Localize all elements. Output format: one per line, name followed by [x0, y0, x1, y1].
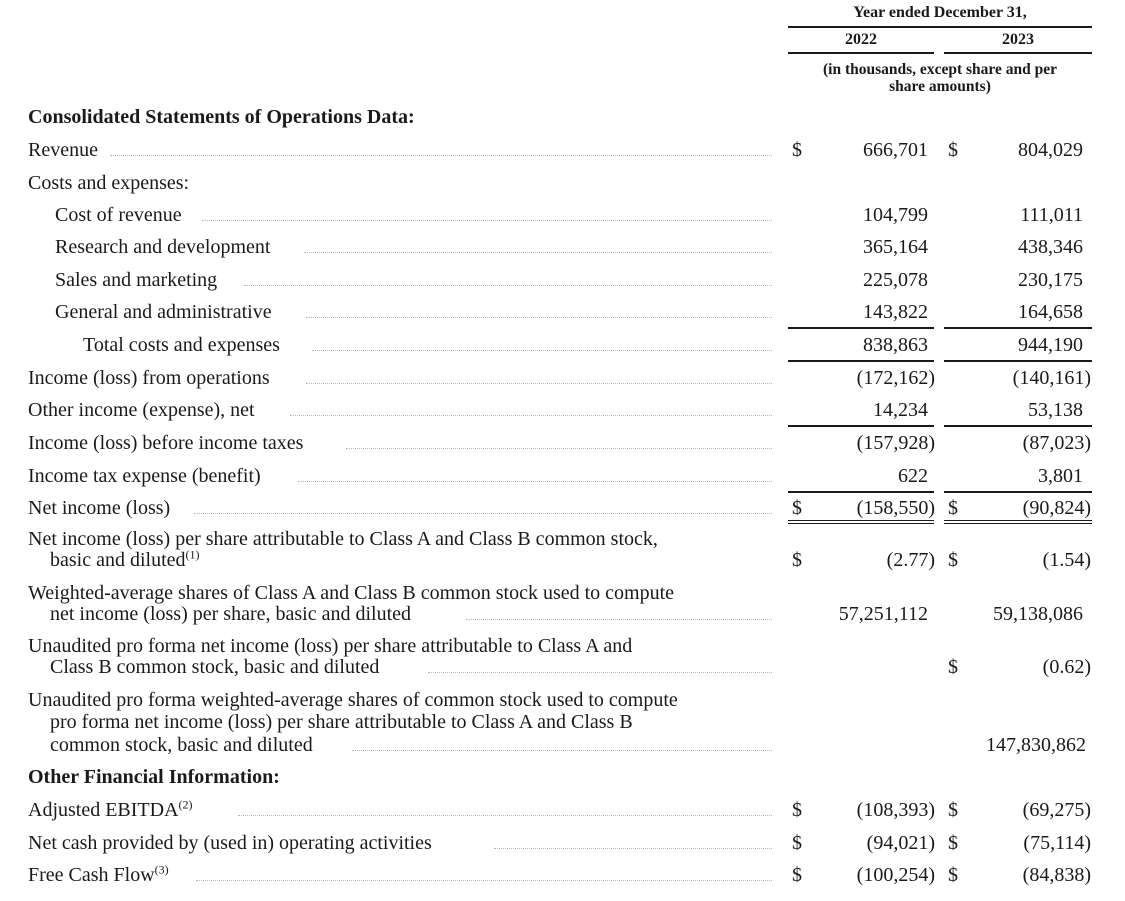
dot-leader [194, 513, 772, 514]
dot-leader [298, 481, 772, 482]
row-label-weighted-average-shares-line-1: Weighted-average shares of Class A and Class B common stock used to compute [28, 582, 675, 604]
value-2023-pro-forma-net-income-per-share: (0.62) [1042, 656, 1091, 678]
value-2023-net-income: (90,824) [1022, 497, 1091, 519]
currency-symbol: $ [948, 832, 958, 854]
year-2023-header: 2023 [1002, 31, 1034, 48]
currency-symbol: $ [948, 497, 958, 519]
section-operations-heading: Consolidated Statements of Operations Data: [28, 106, 415, 128]
row-label-net-income: Net income (loss) [28, 497, 171, 519]
currency-symbol: $ [948, 139, 958, 161]
dot-leader [238, 815, 772, 816]
row-label-free-cash-flow: Free Cash Flow$^{(3)}$ [28, 862, 169, 886]
currency-symbol: $ [792, 139, 802, 161]
dot-leader [244, 285, 772, 286]
row-label-weighted-average-shares-line-2: net income (loss) per share, basic and diluted [50, 603, 411, 625]
currency-symbol: $ [792, 864, 802, 886]
value-2023-income-tax-expense: 3,801 [1038, 465, 1083, 487]
footnote-1-marker: (1) [185, 547, 200, 562]
row-label-costs-and-expenses: Costs and expenses: [28, 172, 190, 194]
row-label-income-from-operations: Income (loss) from operations [28, 367, 270, 389]
value-2023-weighted-average-shares: 59,138,086 [993, 603, 1083, 625]
value-2023-sales-and-marketing: 230,175 [1018, 269, 1083, 291]
value-2022-research-and-development: 365,164 [863, 236, 928, 258]
value-2022-income-tax-expense: 622 [898, 465, 928, 487]
section-other-financial-information-heading: Other Financial Information: [28, 766, 280, 788]
value-2022-other-income-net: 14,234 [873, 399, 928, 421]
row-label-revenue: Revenue [28, 139, 98, 161]
value-2022-sales-and-marketing: 225,078 [863, 269, 928, 291]
dot-leader [202, 220, 772, 221]
row-label-net-income-per-share-line-2: basic and diluted$^{(1)}$ [50, 547, 200, 571]
net-income-double-rule-2022 [788, 520, 934, 524]
currency-symbol: $ [792, 799, 802, 821]
units-note-line-1: (in thousands, except share and per [823, 61, 1057, 78]
row-label-sales-and-marketing: Sales and marketing [55, 269, 218, 291]
value-2022-net-cash-operating-activities: (94,021) [866, 832, 935, 854]
value-2022-weighted-average-shares: 57,251,112 [838, 603, 928, 625]
currency-symbol: $ [948, 549, 958, 571]
value-2022-income-from-operations: (172,162) [856, 367, 935, 389]
row-label-income-before-income-taxes: Income (loss) before income taxes [28, 432, 304, 454]
value-2023-research-and-development: 438,346 [1018, 236, 1083, 258]
currency-symbol: $ [948, 656, 958, 678]
subtotal-rule-2022 [788, 491, 934, 493]
currency-symbol: $ [792, 832, 802, 854]
row-label-income-tax-expense: Income tax expense (benefit) [28, 465, 261, 487]
row-label-net-cash-operating-activities: Net cash provided by (used in) operating activities [28, 832, 432, 854]
value-2023-other-income-net: 53,138 [1028, 399, 1083, 421]
value-2022-general-and-administrative: 143,822 [863, 301, 928, 323]
value-2023-income-before-income-taxes: (87,023) [1022, 432, 1091, 454]
dot-leader [196, 880, 772, 881]
value-2023-income-from-operations: (140,161) [1012, 367, 1091, 389]
subtotal-rule-2022 [788, 327, 934, 329]
value-2022-adjusted-ebitda: (108,393) [856, 799, 935, 821]
value-2023-net-income-per-share: (1.54) [1042, 549, 1091, 571]
value-2023-general-and-administrative: 164,658 [1018, 301, 1083, 323]
currency-symbol: $ [792, 497, 802, 519]
currency-symbol: $ [948, 864, 958, 886]
subtotal-rule-2023 [944, 491, 1092, 493]
currency-symbol: $ [792, 549, 802, 571]
subtotal-rule-2023 [944, 425, 1092, 427]
value-2023-pro-forma-weighted-average-shares: 147,830,862 [986, 734, 1086, 756]
net-income-double-rule-2023 [944, 520, 1092, 524]
currency-symbol: $ [948, 799, 958, 821]
row-label-other-income-net: Other income (expense), net [28, 399, 255, 421]
year-2023-rule [944, 52, 1092, 54]
row-label-total-costs-and-expenses: Total costs and expenses [83, 334, 280, 356]
dot-leader [346, 448, 772, 449]
value-2022-net-income-per-share: (2.77) [886, 549, 935, 571]
value-2022-income-before-income-taxes: (157,928) [856, 432, 935, 454]
dot-leader [312, 350, 772, 351]
row-label-general-and-administrative: General and administrative [55, 301, 272, 323]
value-2023-adjusted-ebitda: (69,275) [1022, 799, 1091, 821]
row-label-pro-forma-weighted-average-shares-line-2: pro forma net income (loss) per share attributable to Class A and Class B [50, 711, 633, 733]
footnote-3-marker: (3) [154, 862, 169, 877]
dot-leader [304, 252, 772, 253]
year-2022-rule [788, 52, 934, 54]
row-label-pro-forma-net-income-per-share-line-1: Unaudited pro forma net income (loss) per share attributable to Class A and [28, 635, 633, 657]
dot-leader [306, 383, 772, 384]
row-label-cost-of-revenue: Cost of revenue [55, 204, 182, 226]
subtotal-rule-2023 [944, 327, 1092, 329]
dot-leader [428, 672, 772, 673]
dot-leader [352, 750, 772, 751]
subtotal-rule-2022 [788, 425, 934, 427]
value-2023-cost-of-revenue: 111,011 [1020, 204, 1083, 226]
dot-leader [110, 155, 772, 156]
total-rule-2023 [944, 360, 1092, 362]
value-2023-free-cash-flow: (84,838) [1022, 864, 1091, 886]
dot-leader [494, 848, 772, 849]
dot-leader [290, 415, 772, 416]
row-label-adjusted-ebitda: Adjusted EBITDA$^{(2)}$ [28, 797, 193, 821]
value-2022-cost-of-revenue: 104,799 [863, 204, 928, 226]
row-label-pro-forma-net-income-per-share-line-2: Class B common stock, basic and diluted [50, 656, 380, 678]
value-2023-revenue: 804,029 [1018, 139, 1083, 161]
period-header: Year ended December 31, [853, 4, 1027, 21]
value-2023-total-costs-and-expenses: 944,190 [1018, 334, 1083, 356]
value-2022-net-income: (158,550) [856, 497, 935, 519]
row-label-net-income-per-share-line-1: Net income (loss) per share attributable to Class A and Class B common stock, [28, 528, 658, 550]
dot-leader [466, 619, 772, 620]
units-note-line-2: share amounts) [889, 78, 991, 95]
total-rule-2022 [788, 360, 934, 362]
header-rule [788, 26, 1092, 28]
value-2022-free-cash-flow: (100,254) [856, 864, 935, 886]
row-label-research-and-development: Research and development [55, 236, 271, 258]
value-2022-total-costs-and-expenses: 838,863 [863, 334, 928, 356]
value-2023-net-cash-operating-activities: (75,114) [1023, 832, 1091, 854]
row-label-pro-forma-weighted-average-shares-line-1: Unaudited pro forma weighted-average shares of common stock used to compute [28, 689, 678, 711]
footnote-2-marker: (2) [178, 797, 193, 812]
row-label-pro-forma-weighted-average-shares-line-3: common stock, basic and diluted [50, 734, 313, 756]
value-2022-revenue: 666,701 [863, 139, 928, 161]
dot-leader [306, 317, 772, 318]
year-2022-header: 2022 [845, 31, 877, 48]
